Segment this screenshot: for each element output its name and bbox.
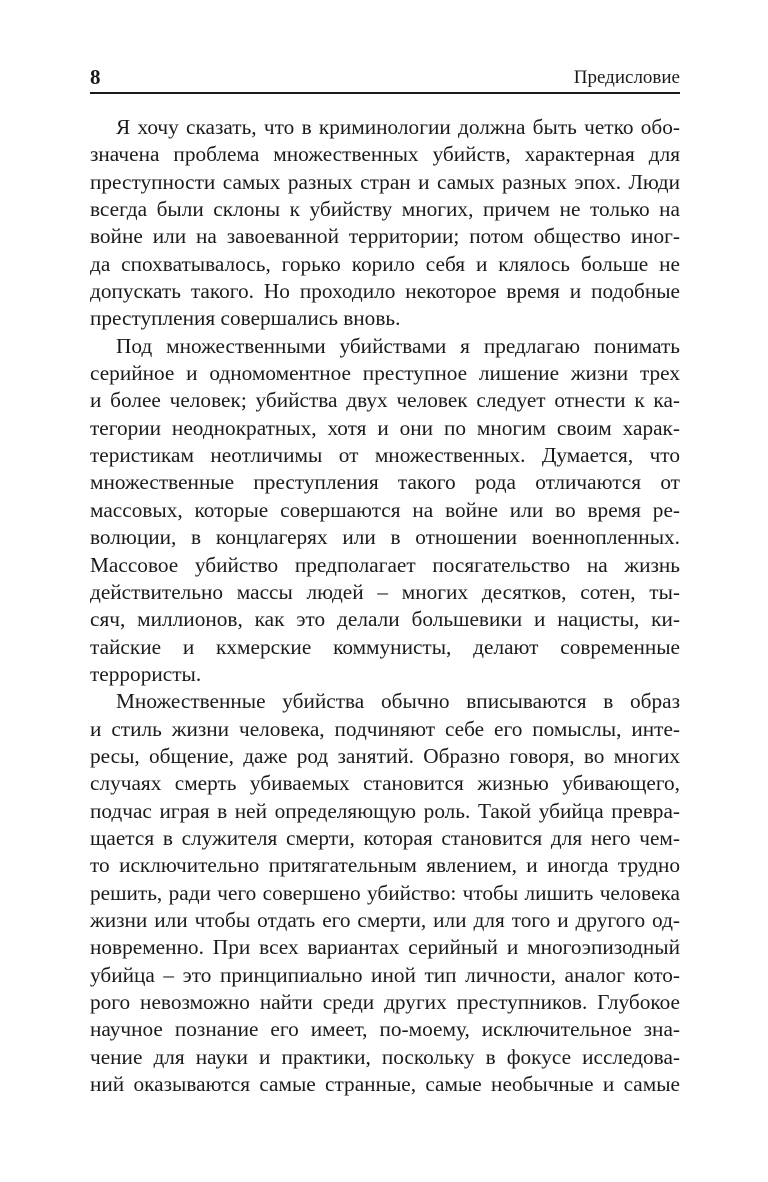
text-line: тайские и кхмерские коммунисты, делают современные — [90, 634, 680, 659]
paragraph-1 — [90, 114, 680, 333]
text-line: преступности самых разных стран и самых разных эпох. Люди — [90, 169, 680, 194]
text-line: теристикам неотличимы от множественных. Думается, что — [90, 443, 680, 468]
text-line: сяч, миллионов, как это делали большевики и нацисты, ки- — [90, 607, 680, 632]
text-line: новременно. При всех вариантах серийный и многоэпизодный — [90, 935, 680, 960]
text-line: допускать такого. Но проходило некоторое время и подобные — [90, 279, 680, 304]
text-line: подчас играя в ней определяющую роль. Такой убийца превра- — [90, 798, 680, 823]
text-line: террористы. — [90, 661, 202, 686]
text-line: ний оказываются самые странные, самые необычные и самые — [90, 1072, 680, 1097]
text-line: убийца – это принципиально иной тип личности, аналог кото- — [90, 962, 680, 987]
text-line: значена проблема множественных убийств, характерная для — [90, 142, 680, 167]
text-line: множественные преступления такого рода отличаются от — [90, 470, 680, 495]
text-line: войне или на завоеванной территории; потом общество иног- — [90, 224, 680, 249]
text-line: жизни или чтобы отдать его смерти, или для того и другого од- — [90, 907, 680, 932]
text-line: Я хочу сказать, что в криминологии должна быть четко обо- — [116, 115, 680, 139]
paragraph-3 — [90, 688, 680, 1098]
body-text — [90, 114, 680, 1098]
text-line: Множественные убийства обычно вписываются в образ — [116, 689, 680, 714]
text-line: действительно массы людей – многих десятков, сотен, ты- — [90, 579, 680, 604]
section-title: Предисловие — [573, 67, 680, 88]
page-number: 8 — [90, 65, 101, 89]
text-line: преступления совершались вновь. — [90, 306, 401, 331]
text-line: волюции, в концлагерях или в отношении военнопленных. — [90, 525, 680, 550]
text-line: да спохватывалось, горько корило себя и клялось больше не — [90, 251, 680, 276]
text-line: и более человек; убийства двух человек следует отнести к ка- — [90, 388, 680, 413]
text-line: решить, ради чего совершено убийство: чтобы лишить человека — [90, 880, 680, 905]
text-line: и стиль жизни человека, подчиняют себе его помыслы, инте- — [90, 716, 680, 741]
text-line: чение для науки и практики, поскольку в фокусе исследова- — [90, 1044, 680, 1069]
text-line: случаях смерть убиваемых становится жизнью убивающего, — [90, 771, 680, 796]
text-line: Под множественными убийствами я предлагаю понимать — [116, 333, 680, 358]
text-line: ресы, общение, даже род занятий. Образно говоря, во многих — [90, 743, 680, 768]
paragraph-2 — [90, 333, 680, 688]
text-line: серийное и одномоментное преступное лишение жизни трех — [90, 361, 680, 386]
text-line: всегда были склоны к убийству многих, причем не только на — [90, 197, 680, 222]
running-header — [90, 62, 680, 94]
text-line: рого невозможно найти среди других преступников. Глубокое — [90, 990, 680, 1014]
text-line: то исключительно притягательным явлением, и иногда трудно — [90, 853, 680, 878]
text-line: щается в служителя смерти, которая становится для него чем- — [90, 825, 680, 850]
text-line: научное познание его имеет, по-моему, исключительное зна- — [90, 1017, 680, 1042]
text-line: Массовое убийство предполагает посягательство на жизнь — [90, 552, 680, 577]
text-line: массовых, которые совершаются на войне или во время ре- — [90, 497, 680, 522]
text-line: тегории неоднократных, хотя и они по многим своим харак- — [90, 415, 680, 440]
